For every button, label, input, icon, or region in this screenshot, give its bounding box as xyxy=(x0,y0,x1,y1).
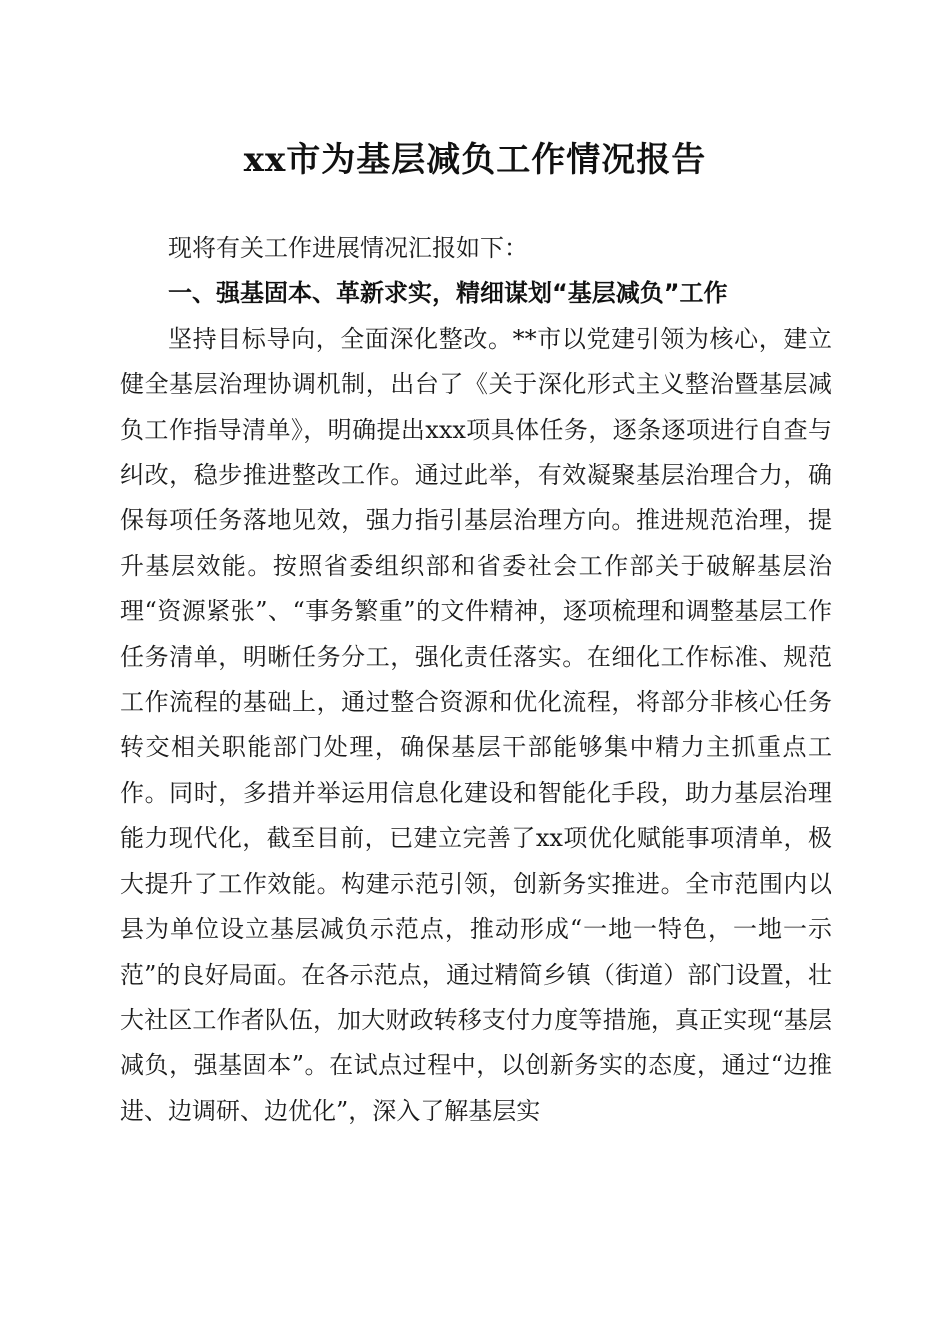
document-title: xx市为基层减负工作情况报告 xyxy=(243,140,707,180)
document-body xyxy=(120,226,832,1134)
section-paragraph: 坚持目标导向，全面深化整改。**市以党建引领为核心，建立健全基层治理协调机制，出台了《关于深化形式主义整治暨基层减负工作指导清单》，明确提出xxx项具体任务，逐条逐项进行自查与纠改，稳步推进整改工作。通过此举，有效凝聚基层治理合力，确保每项任务落地见效，强力指引基层治理方向。推进规范治理，提升基层效能。按照省委组织部和省委社会工作部关于破解基层治理“资源紧张”、“事务繁重”的文件精神，逐项梳理和调整基层工作任务清单，明晰任务分工，强化责任落实。在细化工作标准、规范工作流程的基础上，通过整合资源和优化流程，将部分非核心任务转交相关职能部门处理，确保基层干部能够集中精力主抓重点工作。同时，多措并举运用信息化建设和智能化手段，助力基层治理能力现代化，截至目前，已建立完善了xx项优化赋能事项清单，极大提升了工作效能。构建示范引领，创新务实推进。全市范围内以县为单位设立基层减负示范点，推动形成“一地一特色，一地一示范”的良好局面。在各示范点，通过精简乡镇（街道）部门设置，壮大社区工作者队伍，加大财政转移支付力度等措施，真正实现“基层减负，强基固本”。在试点过程中，以创新务实的态度，通过“边推进、边调研、边优化”，深入了解基层实 xyxy=(120,324,832,1125)
intro-paragraph: 现将有关工作进展情况汇报如下： xyxy=(168,234,528,262)
section-heading: 一、强基固本、革新求实，精细谋划“基层减负”工作 xyxy=(168,279,728,308)
